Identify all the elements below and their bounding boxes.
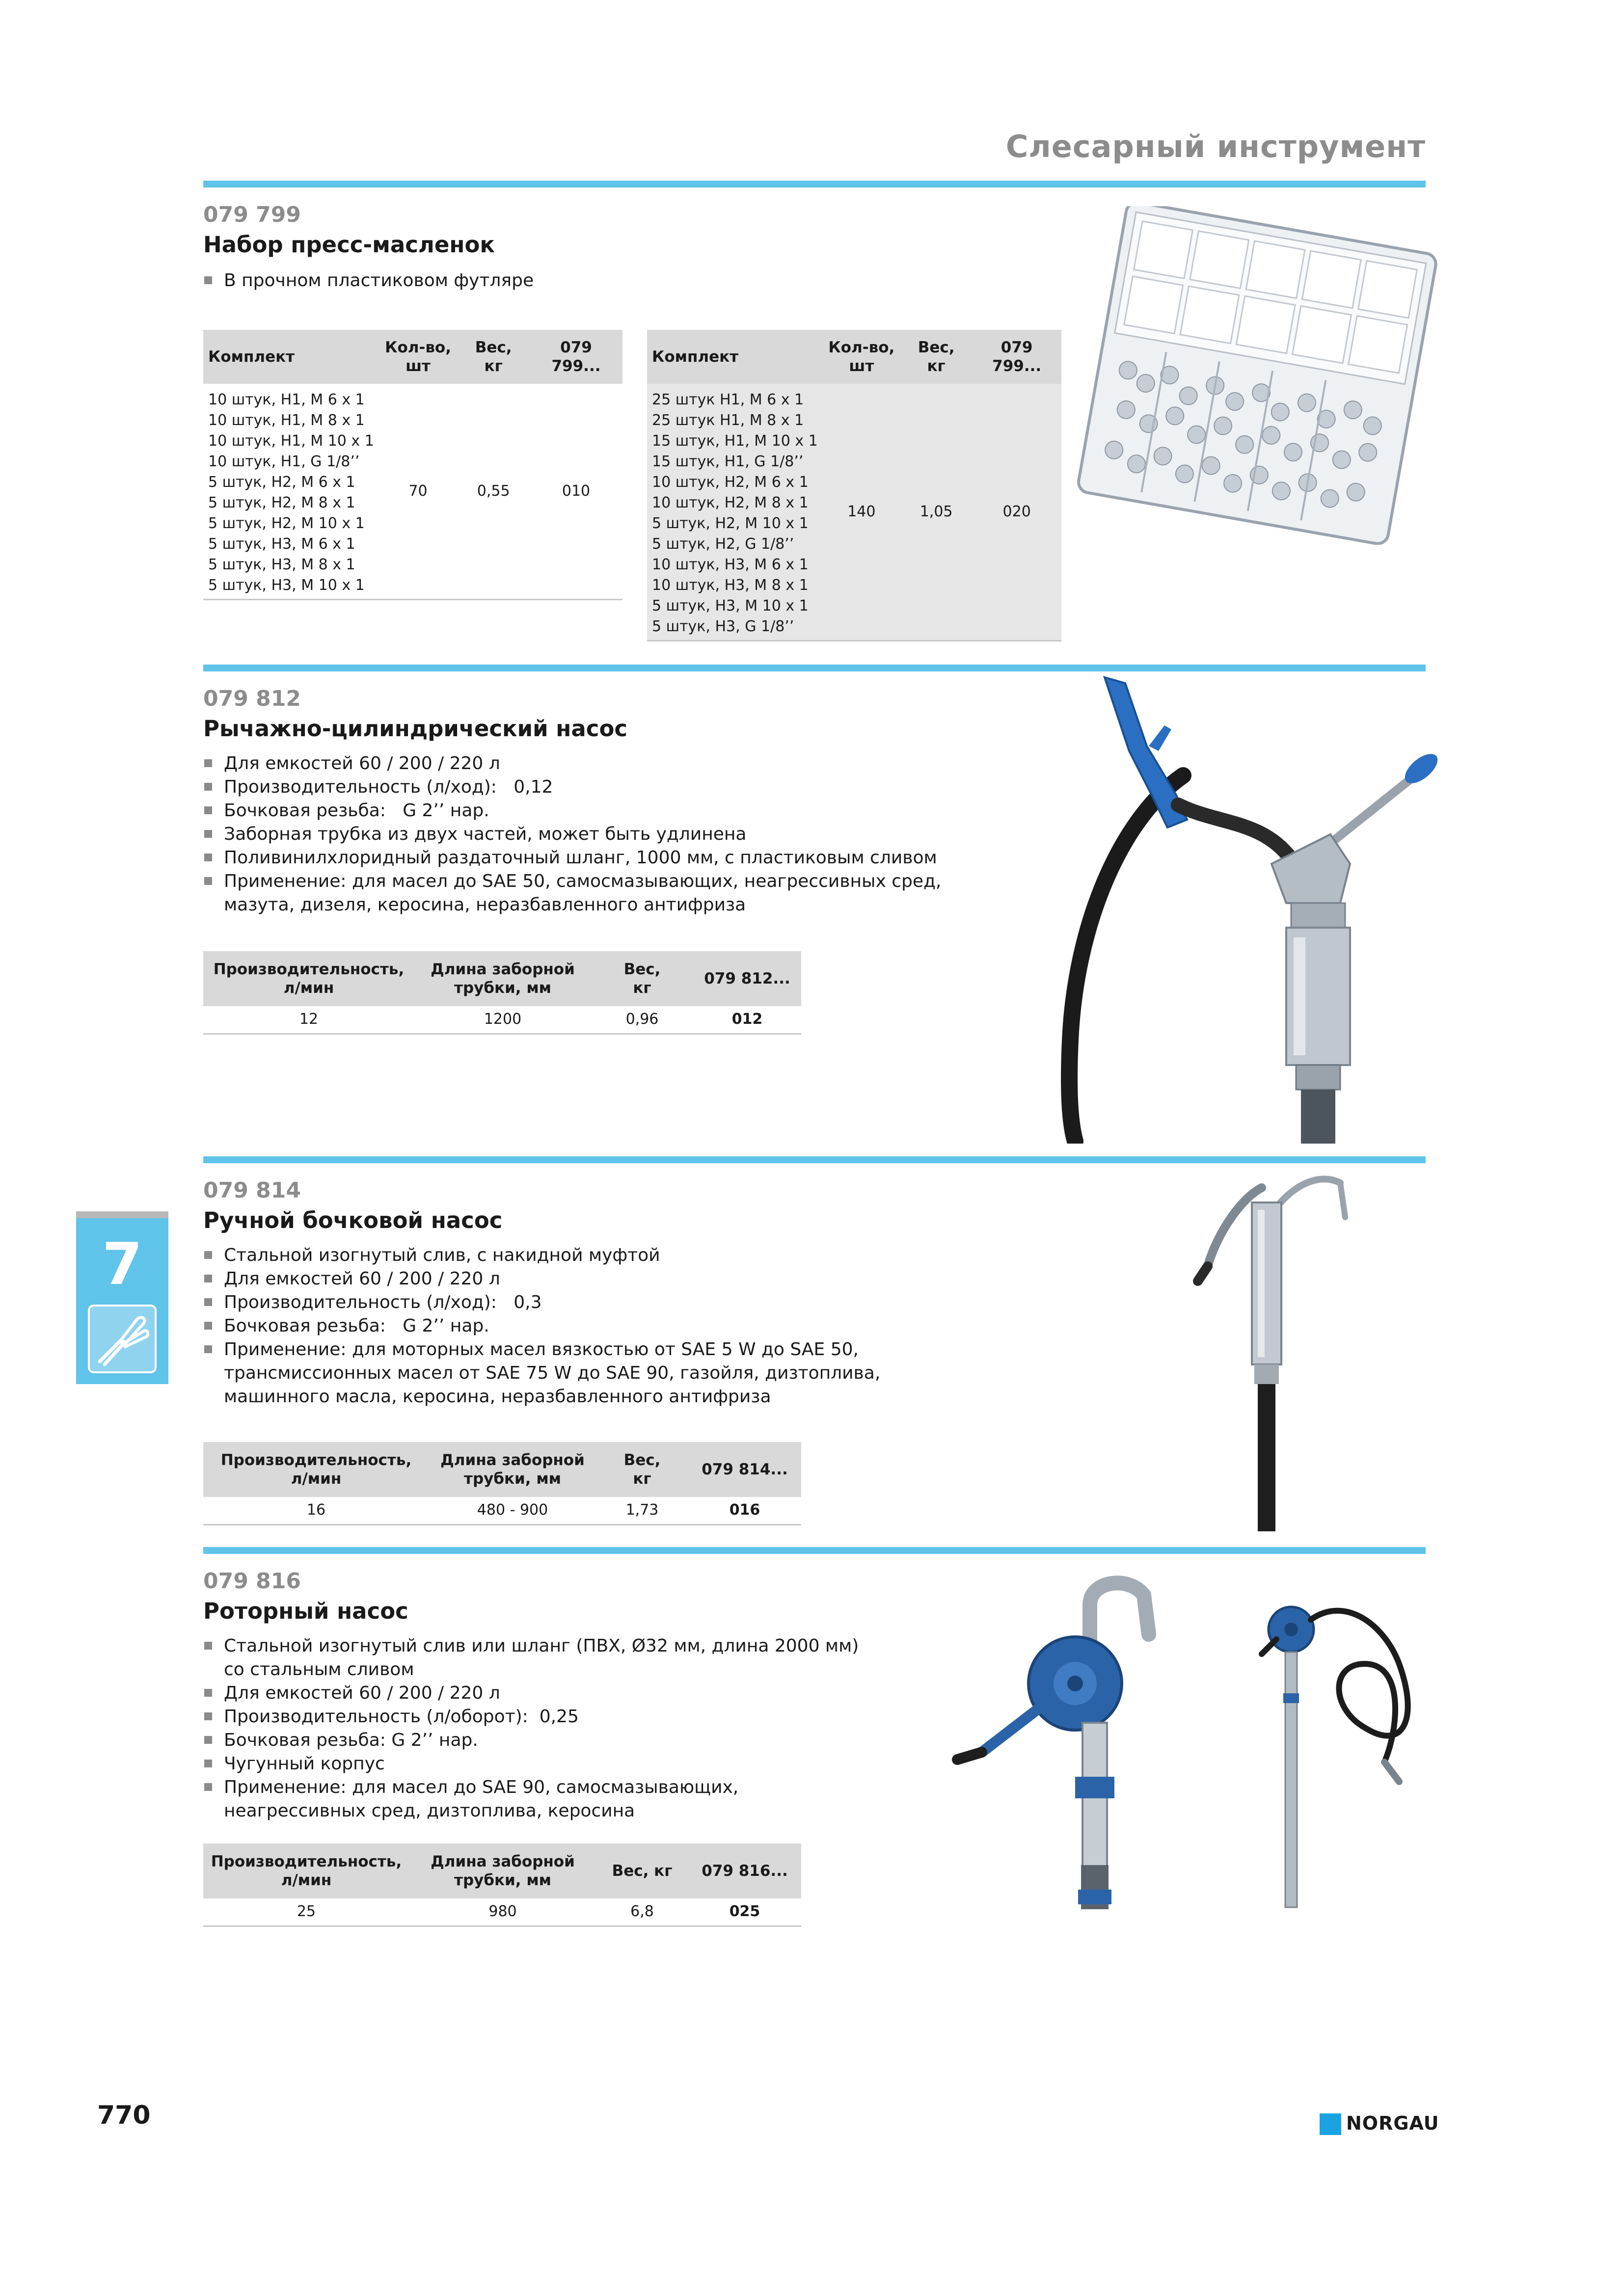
code-cell: 025 — [688, 1898, 801, 1926]
weight-cell: 0,55 — [457, 384, 530, 600]
feature-item: Для емкостей 60 / 200 / 220 л — [203, 1267, 880, 1291]
kit-item: 10 штук, H1, M 8 x 1 — [208, 412, 365, 429]
kit-item: 10 штук, H1, G 1/8’’ — [208, 453, 360, 470]
column-header-kit: Комплект — [203, 330, 379, 384]
kit-item: 5 штук, H2, M 8 x 1 — [208, 494, 355, 511]
kit-item: 5 штук, H3, G 1/8’’ — [652, 618, 794, 635]
header-text: Производительность, л/мин — [213, 961, 405, 997]
column-header-qty — [379, 330, 458, 384]
kit-item: 15 штук, H1, M 10 x 1 — [652, 432, 818, 450]
chapter-tab-bar — [76, 1211, 168, 1218]
feature-item: Применение: для масел до SAE 50, самосмазывающих, неагрессивных сред, мазута, дизеля, керосина, неразбавленного антифриза — [203, 870, 941, 917]
code-cell: 016 — [688, 1497, 801, 1524]
feature-item: Бочковая резьба: G 2’’ нар. — [203, 1729, 859, 1752]
capacity-cell: 12 — [203, 1006, 414, 1034]
page-number: 770 — [97, 2101, 151, 2130]
kit-item: 5 штук, H2, M 6 x 1 — [208, 474, 355, 491]
column-header-capacity — [203, 951, 414, 1006]
feature-item: Применение: для масел до SAE 90, самосмазывающих, неагрессивных сред, дизтоплива, керосина — [203, 1776, 859, 1823]
product-title: Набор пресс-масленок — [203, 232, 495, 258]
section-divider — [203, 181, 1426, 187]
length-cell: 1200 — [414, 1006, 591, 1034]
spec-table-set-140 — [647, 330, 1061, 641]
grease-nipple-case-image — [1070, 206, 1443, 545]
header-text: Вес, кг — [475, 339, 512, 375]
feature-list — [203, 752, 941, 917]
column-header-kit: Комплект — [647, 330, 823, 384]
kit-item: 5 штук, H3, M 8 x 1 — [208, 556, 355, 573]
feature-list — [203, 1634, 859, 1823]
column-header-code: 079 799... — [972, 330, 1061, 384]
spec-table — [203, 951, 801, 1035]
header-text: Производительность, л/мин — [220, 1451, 412, 1488]
column-header-length — [414, 951, 591, 1006]
kit-item: 25 штук H1, M 8 x 1 — [652, 412, 804, 429]
kit-item: 5 штук, H2, G 1/8’’ — [652, 535, 794, 553]
rotary-pump-hose-image — [1237, 1566, 1443, 1919]
weight-cell: 0,96 — [591, 1006, 693, 1034]
brand-logo-square — [1320, 2113, 1341, 2135]
column-header-weight — [596, 1442, 688, 1497]
header-text: Длина заборной трубки, мм — [431, 961, 575, 997]
rotary-pump-spout-image — [947, 1571, 1222, 1914]
weight-cell: 6,8 — [596, 1898, 688, 1926]
header-text: Длина заборной трубки, мм — [440, 1451, 585, 1488]
feature-item: Для емкостей 60 / 200 / 220 л — [203, 752, 941, 775]
weight-cell: 1,73 — [596, 1497, 688, 1524]
kit-item: 5 штук, H2, M 10 x 1 — [208, 515, 365, 532]
product-title: Роторный насос — [203, 1598, 408, 1624]
spec-table-set-70 — [203, 330, 622, 600]
capacity-cell: 16 — [203, 1497, 429, 1524]
feature-item: Заборная трубка из двух частей, может быть удлинена — [203, 823, 941, 846]
kit-item: 10 штук, H2, M 6 x 1 — [652, 474, 809, 491]
header-text: Кол-во, шт — [828, 339, 895, 375]
column-header-weight: Вес, кг — [596, 1843, 688, 1898]
capacity-cell: 25 — [203, 1898, 409, 1926]
column-header-capacity — [203, 1843, 409, 1898]
product-title: Рычажно-цилиндрический насос — [203, 716, 628, 742]
kit-item: 25 штук H1, M 6 x 1 — [652, 391, 804, 408]
kit-item: 10 штук, H1, M 10 x 1 — [208, 432, 374, 450]
column-header-qty — [823, 330, 900, 384]
kit-item: 10 штук, H1, M 6 x 1 — [208, 391, 365, 408]
code-cell: 020 — [972, 384, 1061, 641]
header-text: Вес, кг — [623, 1451, 661, 1488]
section-divider — [203, 665, 1426, 671]
code-cell: 012 — [693, 1006, 801, 1034]
feature-item: Производительность (л/оборот): 0,25 — [203, 1705, 859, 1729]
page-title: Слесарный инструмент — [1005, 129, 1426, 164]
column-header-code: 079 814... — [688, 1442, 801, 1497]
feature-item: Стальной изогнутый слив, с накидной муфтой — [203, 1244, 880, 1267]
hand-barrel-pump-image — [1188, 1163, 1355, 1536]
length-cell: 980 — [409, 1898, 596, 1926]
chapter-number: 7 — [102, 1230, 143, 1298]
lever-pump-image — [1055, 672, 1438, 1144]
kit-item: 10 штук, H3, M 6 x 1 — [652, 556, 809, 573]
feature-item: Производительность (л/ход): 0,12 — [203, 775, 941, 799]
feature-item: Для емкостей 60 / 200 / 220 л — [203, 1682, 859, 1705]
feature-item: Стальной изогнутый слив или шланг (ПВХ, Ø32 мм, длина 2000 мм) со стальным сливом — [203, 1634, 859, 1682]
code-cell: 010 — [530, 384, 622, 600]
column-header-code: 079 799... — [530, 330, 622, 384]
feature-list — [203, 269, 534, 293]
feature-item: В прочном пластиковом футляре — [203, 269, 534, 293]
column-header-code: 079 812... — [693, 951, 801, 1006]
product-code: 079 816 — [203, 1569, 301, 1594]
column-header-length — [429, 1442, 596, 1497]
header-text: Кол-во, шт — [385, 339, 452, 375]
kit-item: 5 штук, H2, M 10 x 1 — [652, 515, 809, 532]
product-code: 079 812 — [203, 686, 301, 711]
header-text: Производительность, л/мин — [211, 1853, 402, 1889]
column-header-weight — [900, 330, 972, 384]
section-divider — [203, 1156, 1426, 1163]
feature-item: Поливинилхлоридный раздаточный шланг, 1000 мм, с пластиковым сливом — [203, 846, 941, 870]
kit-item: 15 штук, H1, G 1/8’’ — [652, 453, 804, 470]
column-header-capacity — [203, 1442, 429, 1497]
kit-item: 5 штук, H3, M 10 x 1 — [652, 597, 809, 614]
column-header-weight — [457, 330, 530, 384]
qty-cell: 140 — [823, 384, 900, 641]
column-header-code: 079 816... — [688, 1843, 801, 1898]
feature-item: Производительность (л/ход): 0,3 — [203, 1291, 880, 1314]
chapter-tab — [76, 1211, 168, 1384]
kit-item: 5 штук, H3, M 6 x 1 — [208, 535, 355, 553]
column-header-length — [409, 1843, 596, 1898]
kit-item: 5 штук, H3, M 10 x 1 — [208, 577, 365, 594]
kit-list — [203, 384, 379, 600]
kit-item: 10 штук, H2, M 8 x 1 — [652, 494, 809, 511]
feature-list — [203, 1244, 880, 1409]
kit-item: 10 штук, H3, M 8 x 1 — [652, 577, 809, 594]
pliers-icon — [88, 1305, 157, 1373]
weight-cell: 1,05 — [900, 384, 972, 641]
feature-item: Применение: для моторных масел вязкостью от SAE 5 W до SAE 50, трансмиссионных масел от SAE 75 W до SAE 90, газойля, дизтоплива, машинного масла, керосина, неразбавленного антифриза — [203, 1338, 880, 1409]
product-title: Ручной бочковой насос — [203, 1207, 503, 1233]
section-divider — [203, 1547, 1426, 1554]
kit-list — [647, 384, 823, 641]
spec-table — [203, 1843, 801, 1927]
column-header-weight — [591, 951, 693, 1006]
header-text: Вес, кг — [623, 961, 661, 997]
qty-cell: 70 — [379, 384, 458, 600]
length-cell: 480 - 900 — [429, 1497, 596, 1524]
header-text: Вес, кг — [918, 339, 955, 375]
product-code: 079 799 — [203, 202, 301, 227]
feature-item: Бочковая резьба: G 2’’ нар. — [203, 799, 941, 823]
spec-table — [203, 1442, 801, 1525]
header-text: Длина заборной трубки, мм — [431, 1853, 575, 1889]
product-code: 079 814 — [203, 1178, 301, 1203]
feature-item: Бочковая резьба: G 2’’ нар. — [203, 1314, 880, 1338]
feature-item: Чугунный корпус — [203, 1752, 859, 1776]
brand-name: NORGAU — [1346, 2112, 1439, 2134]
